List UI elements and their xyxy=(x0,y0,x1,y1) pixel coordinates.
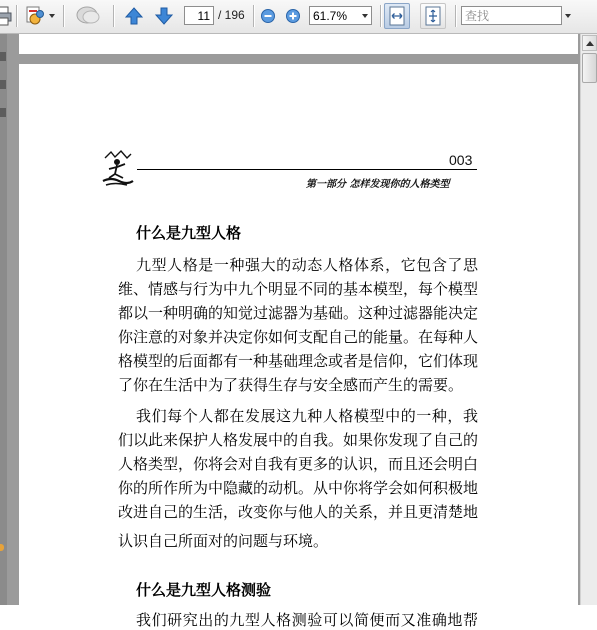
fit-page-button[interactable] xyxy=(420,3,446,29)
body-line: 我们每个人都在发展这九种人格模型中的一种，我 xyxy=(136,407,478,425)
vertical-scrollbar[interactable] xyxy=(580,34,597,605)
body-line: 你的所作所为中隐藏的动机。从中你将学会如何积极地 xyxy=(118,479,479,497)
zoom-out-icon xyxy=(260,8,276,24)
chevron-down-icon xyxy=(362,14,368,18)
body-line: 维、情感与行为中九个明显不同的基本模型，每个模型 xyxy=(118,280,479,298)
document-viewer[interactable] xyxy=(0,34,597,629)
zoom-value: 61.7% xyxy=(313,8,348,23)
header-rule xyxy=(137,169,477,170)
chevron-down-icon xyxy=(565,14,571,18)
body-line: 认识自己所面对的问题与环境。 xyxy=(118,532,329,550)
pdf-page xyxy=(19,64,578,629)
body-line: 你注意的对象并决定你如何支配自己的能量。在每种人 xyxy=(118,328,479,346)
previous-page-button[interactable] xyxy=(122,4,146,28)
chapter-emblem-icon xyxy=(101,148,135,188)
panel-tab-icon[interactable] xyxy=(0,52,6,61)
arrow-up-icon xyxy=(124,6,144,26)
triangle-up-icon xyxy=(586,41,594,46)
previous-page-bottom xyxy=(19,34,578,54)
body-line: 九型人格是一种强大的动态人格体系，它包含了思 xyxy=(136,256,478,274)
running-head: 第一部分 怎样发现你的人格类型 xyxy=(306,179,450,190)
body-line: 们以此来保护人格发展中的自我。如果你发现了自己的 xyxy=(118,431,479,449)
body-line: 都以一种明确的知觉过滤器为基础。这种过滤器能决定 xyxy=(118,304,479,322)
zoom-select[interactable] xyxy=(309,6,372,25)
page-number-input[interactable] xyxy=(184,6,214,25)
toolbar-separator xyxy=(63,5,64,27)
fit-page-icon xyxy=(424,6,442,26)
arrow-down-icon xyxy=(154,6,174,26)
print-button[interactable] xyxy=(0,4,12,28)
search-placeholder: 查找 xyxy=(465,9,490,23)
scroll-thumb[interactable] xyxy=(582,53,597,83)
chevron-down-icon xyxy=(49,14,55,18)
scroll-up-button[interactable] xyxy=(582,35,597,51)
panel-tab-icon[interactable] xyxy=(0,108,6,117)
toolbar-separator xyxy=(113,5,114,27)
body-line: 改进自己的生活，改变你与他人的关系，并且更清楚地 xyxy=(118,503,479,521)
section-heading: 什么是九型人格测验 xyxy=(136,581,272,599)
next-page-button[interactable] xyxy=(152,4,176,28)
toolbar-separator xyxy=(253,5,254,27)
body-line: 人格类型，你将会对自我有更多的认识，而且还会明白 xyxy=(118,455,479,473)
navigation-pane-strip xyxy=(0,34,7,605)
toolbar-separator xyxy=(380,5,381,27)
printer-icon xyxy=(0,6,12,26)
zoom-in-button[interactable] xyxy=(283,4,303,28)
fit-width-icon xyxy=(388,6,406,26)
body-line: 了你在生活中为了获得生存与安全感而产生的需要。 xyxy=(118,376,464,394)
toolbar xyxy=(0,0,597,34)
page-options-button[interactable] xyxy=(22,4,56,28)
search-options-button[interactable] xyxy=(563,4,573,28)
page-search-icon xyxy=(24,5,46,27)
toolbar-separator xyxy=(16,5,17,27)
speech-bubble-icon xyxy=(75,5,101,27)
fit-width-button[interactable] xyxy=(384,3,410,29)
zoom-out-button[interactable] xyxy=(258,4,278,28)
zoom-in-icon xyxy=(285,8,301,24)
body-line: 我们研究出的九型人格测验可以简便而又准确地帮 xyxy=(136,611,478,629)
section-heading: 什么是九型人格 xyxy=(136,224,242,242)
toolbar-separator xyxy=(455,5,456,27)
comment-button[interactable] xyxy=(74,4,102,28)
page-total: / 196 xyxy=(218,8,245,22)
panel-tab-icon[interactable] xyxy=(0,80,6,89)
search-input[interactable] xyxy=(461,6,562,25)
page-number-label: 003 xyxy=(449,152,473,168)
attachment-indicator-icon xyxy=(0,544,4,551)
page-number-value: 11 xyxy=(197,8,210,23)
body-line: 格模型的后面都有一种基础理念或者是信仰，它们体现 xyxy=(118,352,479,370)
